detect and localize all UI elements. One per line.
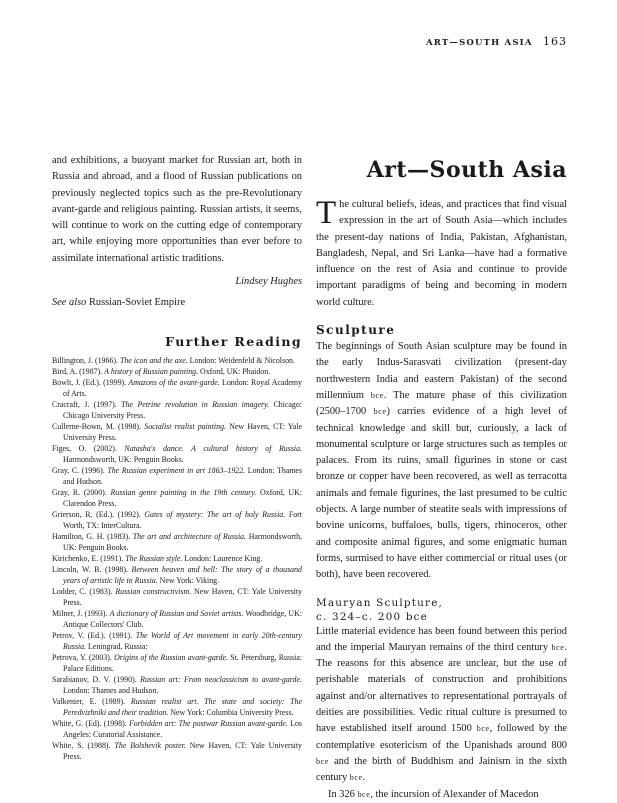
reference-title: The Russian experiment in art 1863–1922. [107, 466, 246, 476]
right-column [316, 153, 567, 803]
reference-item [52, 630, 302, 652]
reference-title: Socialist realist painting. [144, 422, 226, 432]
reference-title: Amazons of the avant-garde. [128, 378, 220, 388]
reference-publisher: Oxford, UK: Clarendon Press. [63, 488, 302, 509]
reference-publisher: New Haven, CT: Yale University Press. [63, 587, 302, 608]
reference-author: White, G. (Ed). (1998). [52, 719, 129, 729]
left-column [52, 153, 302, 762]
reference-item [52, 509, 302, 531]
reference-item [52, 564, 302, 586]
reference-publisher: London: Thames and Hudson. [63, 466, 302, 487]
reference-author: Grierson, R. (Ed.). (1992). [52, 510, 145, 520]
reference-publisher: Harmondsworth, UK: Penguin Books. [63, 532, 302, 553]
reference-author: Hamilton, G. H. (1983). [52, 532, 133, 542]
mauryan-text-4: and the birth of Buddhism and Jainism in the sixth century [316, 755, 567, 784]
era-label: bce [476, 724, 490, 734]
reference-publisher: St. Petersburg, Russia: Palace Editions. [63, 653, 302, 674]
final-paragraph [316, 787, 567, 803]
era-label: bce [373, 407, 387, 417]
era-label: bce [551, 642, 565, 652]
reference-author: Lincoln, W. B. (1998). [52, 565, 132, 575]
reference-title: The icon and the axe. [119, 356, 188, 366]
reference-title: Russian genre painting in the 19th century. [110, 488, 257, 498]
reference-title: Between heaven and hell: The story of a thousand years of artistic life in Russia. [63, 565, 302, 586]
reference-author: Milner, J. (1993). [52, 609, 110, 619]
reference-title: A dictionary of Russian and Soviet artists. [109, 609, 244, 619]
sculpture-text-1: The beginnings of South Asian sculpture may be found in the early Indus-Sarasvati civilization (present-day northwestern India and eastern Pakistan) of the second millennium [316, 341, 567, 401]
mauryan-text-1: Little material evidence has been found between this period and the imperial Mauryan remains of the third century [316, 625, 567, 653]
mauryan-paragraph [316, 624, 567, 787]
reference-title: The art and architecture of Russia. [132, 532, 247, 542]
article-title: Art—South Asia [366, 157, 567, 183]
reference-author: Bowlt, J. (Ed.). (1999). [52, 378, 129, 388]
reference-item [52, 465, 302, 487]
era-label: bce [349, 773, 363, 783]
final-text-1: In 326 [328, 788, 358, 800]
reference-publisher: Woodbridge, UK: Antique Collectors' Club. [63, 609, 302, 630]
reference-publisher: Oxford, UK: Phaidon. [198, 367, 271, 377]
see-also-label: See also [52, 297, 87, 309]
sculpture-text-3: ) carries evidence of a high level of technical knowledge and skill but, curiously, a lack of monumental sculpture or large structures such as temples or palaces. From its ruins, small figurines in stone or cast bronze or copper have been recovered, as well as terracotta animals and female figurines, the last presumed to be cultic objects. A large number of steatite seals with impressions of bovine unicorns, buffaloes, bulls, tigers, rhinoceros, other and composite animal figures, and some enigmatic human forms, surmised to have either commercial or ritual uses (or both), have been recovered. [316, 406, 567, 581]
reference-author: Sarabianov, D. V. (1990). [52, 675, 141, 685]
reference-title: The World of Art movement in early 20th-century Russia. [63, 631, 302, 652]
intro-text: he cultural beliefs, ideas, and practices that find visual expression in the art of South Asia—which includes the present-day nations of India, Pakistan, Afghanistan, Bangladesh, Nepal, and Sri Lanka—have had a formative influence on the rest of Asia and continue to provide important paradigms of being and becoming in modern world culture. [316, 199, 567, 308]
reference-item [52, 377, 302, 399]
mauryan-text-5: . [362, 772, 366, 784]
reference-title: Russian constructivism. [115, 587, 192, 597]
mauryan-text-3: , followed by the contemplative esotericism of the Upanishads around 800 [316, 723, 567, 751]
reference-item [52, 531, 302, 553]
subsection-heading-line2: c. 324–c. 200 bce [316, 610, 429, 623]
reference-publisher: Harmondsworth, UK: Penguin Books. [63, 455, 184, 465]
reference-title: Russian art: From neoclassicism to avant-garde. [140, 675, 302, 685]
see-also-link[interactable]: Russian-Soviet Empire [88, 297, 186, 309]
reference-publisher: Leningrad, Russia: [86, 642, 148, 652]
drop-cap: T [316, 195, 337, 231]
reference-title: Forbidden art: The postwar Russian avant-garde. [128, 719, 288, 729]
reference-publisher: New York: Columbia University Press. [168, 708, 294, 718]
reference-author: Gray, C. (1996). [52, 466, 108, 476]
reference-publisher: Chicago: Chicago University Press. [63, 400, 302, 421]
author-signoff: Lindsey Hughes [235, 276, 302, 288]
reference-publisher: London: Thames and Hudson. [63, 686, 159, 696]
reference-author: Petrova, Y. (2003). [52, 653, 115, 663]
reference-publisher: Fort Worth, TX: InterCultura. [63, 510, 302, 531]
era-label: bce [370, 390, 384, 400]
reference-publisher: Los Angeles: Curatorial Assistance. [63, 719, 302, 740]
reference-item [52, 366, 302, 377]
reference-author: Billington, J. (1966). [52, 356, 120, 366]
reference-author: Valkenier, E. (1989). [52, 697, 131, 707]
reference-publisher: London: Laurence King. [182, 554, 263, 564]
reference-publisher: New Haven, CT: Yale University Press. [63, 741, 302, 762]
page-number: 163 [543, 35, 567, 48]
reference-publisher: New York: Viking. [157, 576, 220, 586]
reference-author: Bird, A. (1987). [52, 367, 105, 377]
reference-title: Natasha's dance. A cultural history of Russia. [124, 444, 302, 454]
reference-publisher: New Haven, CT: Yale University Press. [63, 422, 302, 443]
sculpture-paragraph [316, 339, 567, 583]
reference-author: Kirichenko, E. (1991). [52, 554, 126, 564]
further-reading-heading: Further Reading [165, 334, 302, 350]
reference-item [52, 553, 302, 564]
era-label: bce [316, 756, 329, 766]
reference-author: Cracraft, J. (1997). [52, 400, 122, 410]
reference-author: Cullerne-Bown, M. (1998). [52, 422, 145, 432]
reference-author: Petrov, V. (Ed.). (1991). [52, 631, 136, 641]
final-text-2: , the incursion of Alexander of Macedon [370, 788, 539, 800]
sculpture-text-2: . The mature phase of this civilization (2500–1700 [316, 389, 567, 418]
reference-author: Gray, R. (2000). [52, 488, 111, 498]
running-head-title: ART—SOUTH ASIA [425, 38, 533, 48]
closing-paragraph: and exhibitions, a buoyant market for Russian art, both in Russia and abroad, and a flood of Russian publications on previously neglected topics such as the pre-Revolutionary avant-garde and religious painting. Russian artists, it seems, will continue to work on the cutting edge of contemporary art, while enjoying more opportunities than ever before to assimilate international artistic traditions. [52, 155, 302, 264]
reference-title: The Bolshevik poster. [114, 741, 186, 751]
running-head [426, 35, 567, 48]
reference-title: Origins of the Russian avant-garde. [114, 653, 229, 663]
reference-author: White, S. (1988). [52, 741, 115, 751]
reference-publisher: London: Weidenfeld & Nicolson. [187, 356, 295, 366]
reference-title: A history of Russian painting. [104, 367, 199, 377]
subsection-heading-mauryan [316, 596, 567, 624]
reference-item [52, 443, 302, 465]
reference-title: Russian realist art. The state and society: The Peredvizhniki and their tradition. [63, 697, 302, 718]
reference-item [52, 608, 302, 630]
reference-item [52, 674, 302, 696]
reference-item [52, 652, 302, 674]
reference-item [52, 399, 302, 421]
reference-item [52, 740, 302, 762]
reference-item [52, 696, 302, 718]
see-also [52, 297, 302, 308]
era-label: bce [357, 789, 371, 799]
reference-title: The Russian style. [125, 554, 183, 564]
reference-item [52, 355, 302, 366]
reference-title: Gates of mystery: The art of holy Russia. [144, 510, 286, 520]
reference-title: The Petrine revolution in Russian imagery. [121, 400, 270, 410]
reference-item [52, 586, 302, 608]
reference-publisher: London: Royal Academy of Arts. [63, 378, 302, 399]
reference-item [52, 718, 302, 740]
subsection-heading-line1: Mauryan Sculpture, [316, 596, 444, 609]
reference-item [52, 487, 302, 509]
intro-paragraph [316, 197, 567, 311]
section-heading-sculpture: Sculpture [316, 323, 396, 338]
mauryan-text-2: . The reasons for this absence are unclear, but the use of perishable materials of construction and prohibitions against and/or alternatives to representational portrayals of deities are possibilities. Vedic ritual culture is presumed to have established itself around 1500 [316, 641, 567, 735]
reference-author: Figes, O. (2002). [52, 444, 125, 454]
reference-item [52, 421, 302, 443]
reference-list [52, 355, 302, 762]
reference-author: Lodder, C. (1983). [52, 587, 116, 597]
